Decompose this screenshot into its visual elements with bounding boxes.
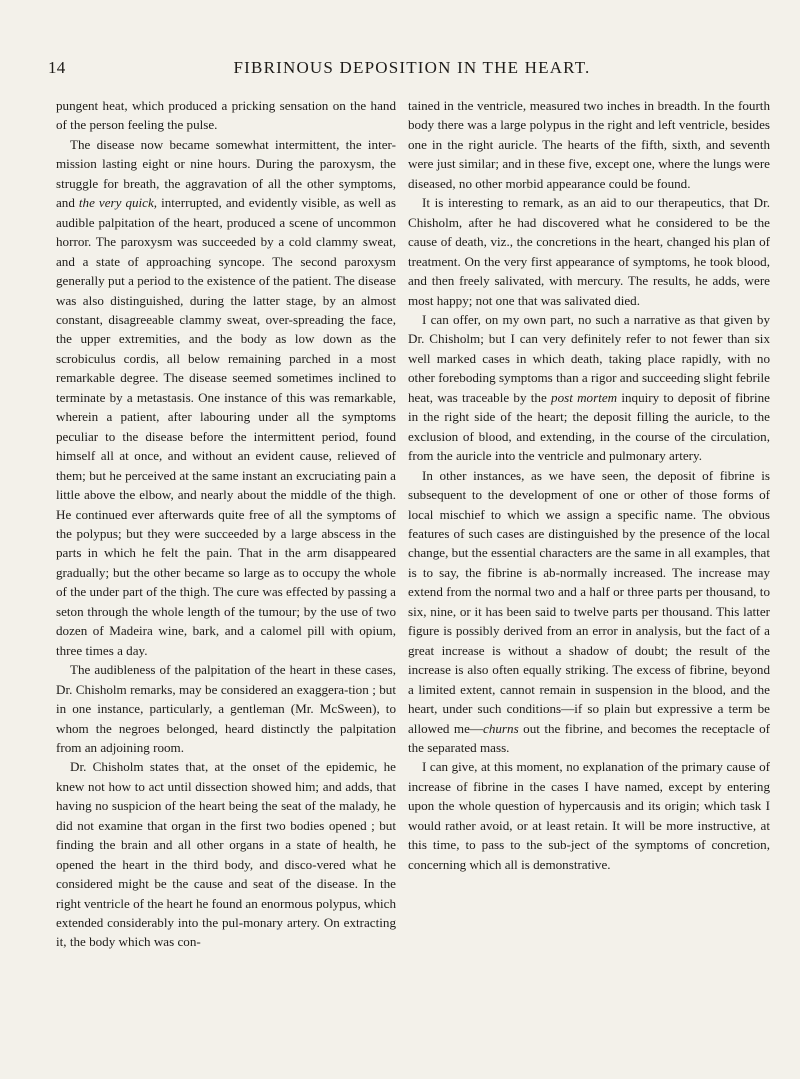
paragraph: It is interesting to remark, as an aid to our therapeutics, that Dr. Chisholm, after he had discovered what he considered to be the cause of death, viz., the concretions in the heart, changed his plan of treatment. On the very first appearance of symptoms, he took blood, and then freely salivated, with mercury. The results, he adds, were most happy; not one that was salivated died.	[408, 195, 770, 308]
paragraph: The disease now became somewhat intermittent, the inter-mission lasting eight or nine hours. During the paroxysm, the struggle for breath, the aggravation of all the other symptoms, and the very quick, interrupted, and evidently visible, as well as audible palpitation of the heart, produced a scene of uncommon horror. The paroxysm was succeeded by a cold clammy sweat, and a state of approaching syncope. The second paroxysm generally put a period to the existence of the patient. The disease was also distinguished, during the latter stage, by an almost constant, disagreeable clammy sweat, over-spreading the face, the upper extremities, and the body as low down as the scrobiculus cordis, all below remaining parched in a most remarkable degree. The disease seemed sometimes inclined to terminate by a metastasis. One instance of this was remarkable, wherein a patient, after labouring under all the symptoms peculiar to the disease before the intermittent period, found himself all at once, and without an evident cause, relieved of them; but he perceived at the same instant an excruciating pain a little above the elbow, and nearly about the middle of the thigh. He continued ever afterwards quite free of all the symptoms of the polypus; but they were succeeded by a large abscess in the parts in which he felt the pain. That in the arm disappeared gradually; but the other became so large as to occupy the whole of the under part of the thigh. The cure was effected by passing a seton through the whole length of the tumour; by the use of two dozen of Madeira wine, bark, and a calomel pill with opium, three times a day.	[56, 136, 397, 658]
page-number: 14	[48, 58, 66, 77]
paragraph: I can offer, on my own part, no such a narrative as that given by Dr. Chisholm; but I can very definitely refer to not fewer than six well marked cases in which death, taking place rapidly, with no other foreboding symptoms than a rigor and succeeding slight febrile heat, was traceable by the post mortem inquiry to deposit of fibrine in the right side of the heart; the deposit filling the auricle, to the exclusion of blood, and extending, in the course of the circulation, from the auricle into the ventricle and pulmonary artery.	[408, 311, 770, 464]
italic-text: post mortem	[551, 389, 618, 405]
paragraph: Dr. Chisholm states that, at the onset of the epidemic, he knew not how to act until dissection showed him; and adds, that having no suspicion of the heart being the seat of the malady, he did not examine that organ in the first two bodies opened ; but finding the brain and all other organs in a state of health, he opened the heart in the third body, and disco-vered what he considered might be the cause and seat of the disease. In the right ventricle of the heart he found an enormous polypus, which extended considerably into the pul-monary artery. On extracting it, the body which was con-	[56, 759, 396, 950]
running-title: FIBRINOUS DEPOSITION IN THE HEART.	[233, 58, 591, 77]
right-column	[408, 96, 770, 874]
paragraph: pungent heat, which produced a pricking sensation on the hand of the person feeling the pulse.	[56, 98, 396, 133]
italic-text: churns	[483, 720, 519, 736]
paragraph: tained in the ventricle, measured two inches in breadth. In the fourth body there was a large polypus in the right and left ventricle, besides one in the right auricle. The hearts of the fifth, sixth, and seventh were just similar; and in these five, except one, where the lungs were diseased, no other morbid appearance could be found.	[408, 98, 770, 191]
paragraph: I can give, at this moment, no explanation of the primary cause of increase of fibrine in the cases I have named, except by entering upon the whole question of hypercausis and its origin; which task I would rather avoid, or at least retain. It will be more instructive, at this time, to pass to the sub-ject of the symptoms of concretion, concerning which all is demonstrative.	[408, 759, 770, 872]
paragraph: The audibleness of the palpitation of the heart in these cases, Dr. Chisholm remarks, may be considered an exaggera-tion ; but in one instance, particularly, a gentleman (Mr. McSween), to whom the negroes belonged, heard distinctly the palpitation from an adjoining room.	[56, 662, 396, 755]
italic-text: the very quick,	[78, 195, 158, 211]
paragraph: In other instances, as we have seen, the deposit of fibrine is subsequent to the development of one or other of those forms of local mischief to which we assign a specific name. The obvious features of such cases are distinguished by the presence of the local change, but the essential characters are the same in all examples, that is to say, the fibrine is ab-normally increased. The increase may extend from the normal two and a half or three parts per thousand, to six, nine, or it has been said to twelve parts per thousand. This latter figure is possibly derived from an error in analysis, but the fact of a great increase is without a shadow of doubt; the result of the increase is also often equally striking. The excess of fibrine, beyond a limited extent, cannot remain in suspension in the blood, and the heart, under such conditions—if so plain but expressive a term be allowed me—churns out the fibrine, and becomes the receptacle of the separated mass.	[408, 467, 771, 755]
page-header	[48, 58, 776, 82]
left-column	[56, 96, 396, 952]
